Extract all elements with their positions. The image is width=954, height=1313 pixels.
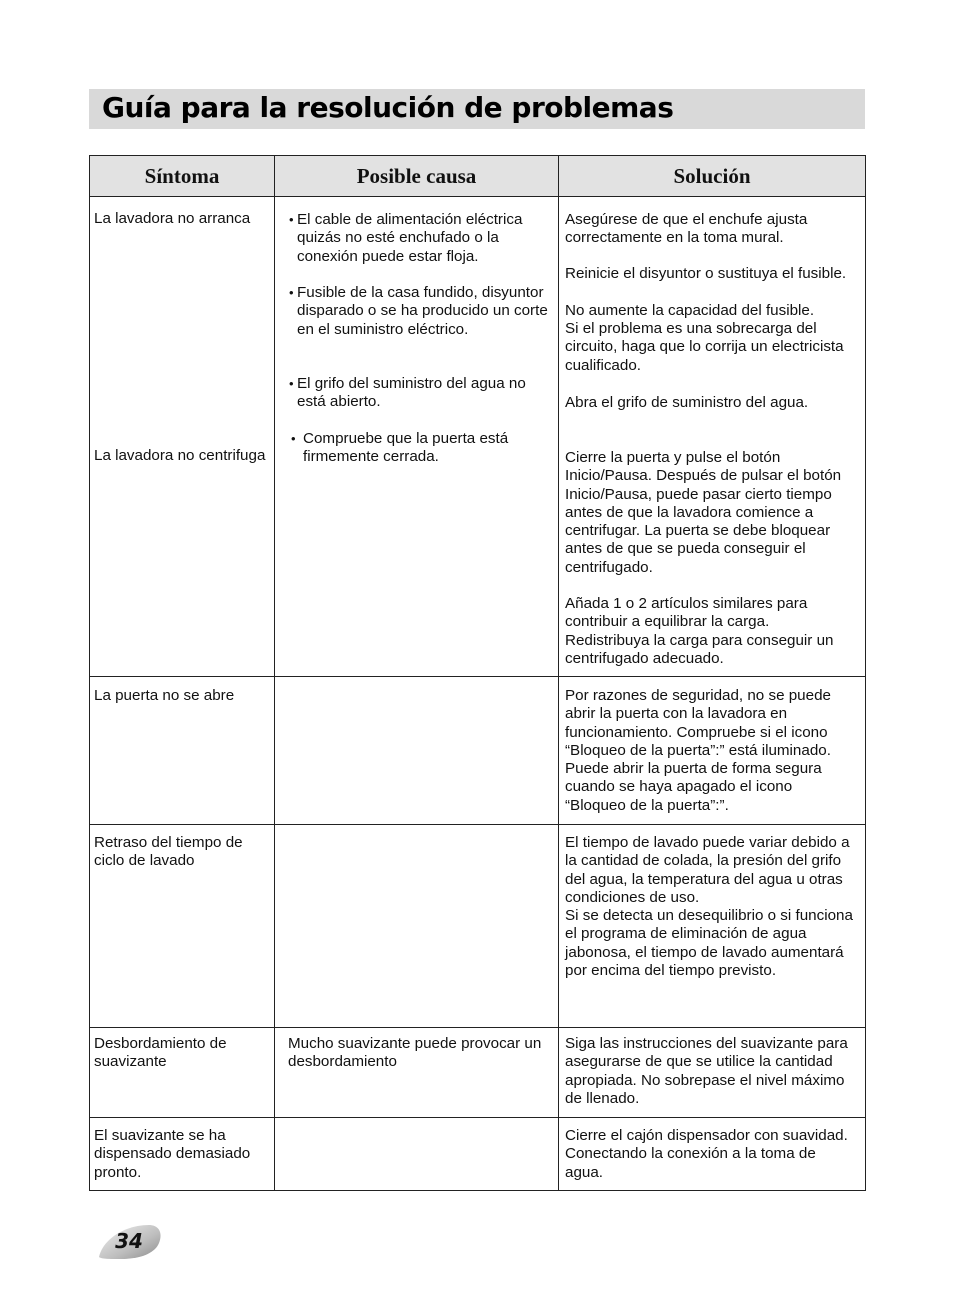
bullet-icon: • — [289, 285, 294, 300]
cause-cell — [275, 1118, 559, 1191]
solution-text: Si el problema es una sobrecarga del circuito, haga que lo corrija un electricista cualificado. — [565, 320, 844, 374]
cause-text: Mucho suavizante puede provocar un desbordamiento — [288, 1035, 542, 1071]
header-solution: Solución — [559, 156, 866, 197]
cause-item — [275, 430, 558, 467]
symptom-text: La lavadora no centrifuga — [94, 447, 266, 464]
header-symptom: Síntoma — [90, 156, 275, 197]
solution-cell — [559, 1028, 866, 1118]
cause-item — [275, 284, 558, 339]
table-row — [90, 825, 866, 1028]
page-title: Guía para la resolución de problemas — [102, 91, 674, 124]
symptom-cell — [90, 825, 275, 1028]
cause-cell — [275, 197, 559, 677]
solution-text: No aumente la capacidad del fusible. — [565, 302, 815, 319]
symptom-text: La lavadora no arranca — [94, 210, 251, 227]
cause-item — [275, 211, 558, 266]
title-bar — [89, 89, 865, 129]
solution-text: Asegúrese de que el enchufe ajusta correctamente en la toma mural. — [565, 211, 808, 247]
bullet-icon: • — [289, 212, 294, 227]
symptom-text: El suavizante se ha dispensado demasiado pronto. — [94, 1127, 251, 1181]
solution-text: Abra el grifo de suministro del agua. — [565, 394, 809, 411]
troubleshooting-table — [89, 155, 866, 1191]
symptom-text: Retraso del tiempo de ciclo de lavado — [94, 834, 243, 870]
cause-text: Compruebe que la puerta está firmemente cerrada. — [303, 430, 509, 466]
symptom-cell — [90, 197, 275, 677]
solution-text: Cierre la puerta y pulse el botón Inicio/Pausa. Después de pulsar el botón Inicio/Pausa, puede pasar cierto tiempo antes de que la lavadora comience a centrifugar. La puerta se debe bloquear antes de que se pueda conseguir el centrifugado. — [565, 449, 842, 576]
cause-cell — [275, 1028, 559, 1118]
solution-text: Siga las instrucciones del suavizante para asegurarse de que se utilice la cantidad apropiada. No sobrepase el nivel máximo de llenado. — [565, 1035, 848, 1107]
solution-cell — [559, 1118, 866, 1191]
cause-cell — [275, 677, 559, 825]
bullet-icon: • — [289, 376, 294, 391]
table-header-row — [90, 156, 866, 197]
solution-text: Si se detecta un desequilibrio o si funciona el programa de eliminación de agua jabonosa, el tiempo de lavado aumentará por encima del tiempo previsto. — [565, 907, 853, 980]
solution-cell — [559, 677, 866, 825]
symptom-text: La puerta no se abre — [94, 687, 235, 704]
solution-text: Añada 1 o 2 artículos similares para contribuir a equilibrar la carga. — [565, 595, 808, 631]
cause-text: Fusible de la casa fundido, disyuntor disparado o se ha producido un corte en el suministro eléctrico. — [297, 284, 548, 338]
solution-text: Reinicie el disyuntor o sustituya el fusible. — [565, 265, 847, 282]
cause-item — [275, 375, 558, 412]
cause-cell — [275, 825, 559, 1028]
table-row — [90, 1028, 866, 1118]
symptom-cell — [90, 1028, 275, 1118]
bullet-icon: • — [291, 431, 296, 446]
symptom-cell — [90, 677, 275, 825]
table-row — [90, 197, 866, 677]
solution-text: Por razones de seguridad, no se puede abrir la puerta con la lavadora en funcionamiento. Compruebe si el icono “Bloqueo de la puerta”:” está iluminado. Puede abrir la puerta de forma segura cuando se haya apagado el icono “Bloqueo de la puerta”:”. — [565, 687, 831, 814]
solution-cell — [559, 825, 866, 1028]
table-row — [90, 1118, 866, 1191]
header-cause: Posible causa — [275, 156, 559, 197]
symptom-text: Desbordamiento de suavizante — [94, 1035, 227, 1071]
solution-text: Redistribuya la carga para conseguir un centrifugado adecuado. — [565, 632, 834, 668]
table-row — [90, 677, 866, 825]
cause-text: El cable de alimentación eléctrica quizás no esté enchufado o la conexión puede estar floja. — [297, 211, 523, 265]
cause-text: El grifo del suministro del agua no está abierto. — [297, 375, 526, 411]
solution-cell — [559, 197, 866, 677]
symptom-cell — [90, 1118, 275, 1191]
solution-text: El tiempo de lavado puede variar debido a la cantidad de colada, la presión del grifo del agua, la temperatura del agua u otras condiciones de uso. — [565, 834, 850, 906]
solution-text: Cierre el cajón dispensador con suavidad. Conectando la conexión a la toma de agua. — [565, 1127, 848, 1181]
page-number: 34 — [115, 1229, 143, 1253]
